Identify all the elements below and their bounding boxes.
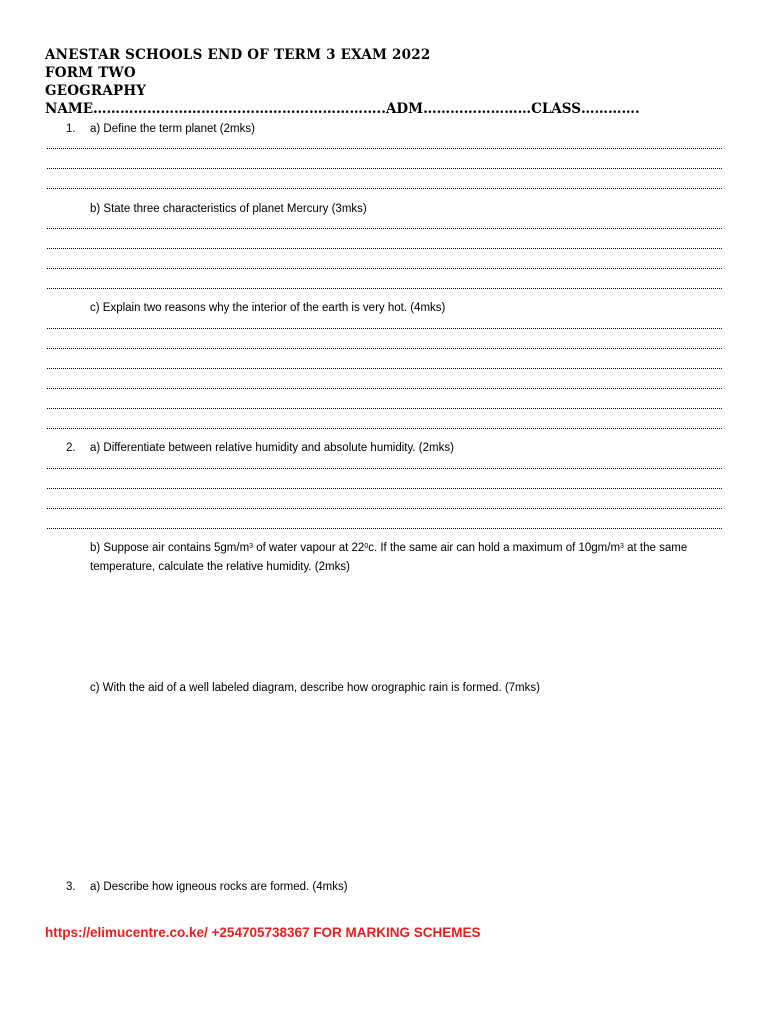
answer-line [47, 248, 722, 249]
answer-line [47, 348, 722, 349]
answer-line [47, 328, 722, 329]
answer-line [47, 388, 722, 389]
exam-title: ANESTAR SCHOOLS END OF TERM 3 EXAM 2022 [45, 47, 431, 63]
answer-line [47, 268, 722, 269]
superscript: 3 [620, 543, 624, 550]
question-2b-text: at the same temperature, calculate the relative humidity. (2mks) [90, 542, 688, 573]
answer-line [47, 168, 722, 169]
answer-line [47, 508, 722, 509]
answer-line [47, 148, 722, 149]
answer-line [47, 468, 722, 469]
question-2c: c) With the aid of a well labeled diagram, describe how orographic rain is formed. (7mks) [90, 682, 540, 694]
question-1-number: 1. [66, 123, 76, 135]
student-details-line: NAME………………………………………………………..ADM……………………CLASS…………. [45, 101, 640, 117]
answer-line [47, 528, 722, 529]
subject-label: GEOGRAPHY [45, 83, 147, 99]
question-2b-text: b) Suppose air contains 5gm/m [90, 542, 250, 554]
question-2a: a) Differentiate between relative humidity and absolute humidity. (2mks) [90, 442, 454, 454]
form-label: FORM TWO [45, 65, 136, 81]
answer-line [47, 488, 722, 489]
question-1a: a) Define the term planet (2mks) [90, 123, 255, 135]
question-2-number: 2. [66, 442, 76, 454]
answer-line [47, 288, 722, 289]
answer-line [47, 408, 722, 409]
answer-line [47, 428, 722, 429]
question-3-number: 3. [66, 881, 76, 893]
question-2b [90, 539, 722, 577]
answer-line [47, 188, 722, 189]
answer-line [47, 368, 722, 369]
superscript: 3 [249, 543, 254, 550]
question-2b-text: of water vapour at 22 [253, 542, 365, 554]
answer-line [47, 228, 722, 229]
question-1c: c) Explain two reasons why the interior of the earth is very hot. (4mks) [90, 302, 446, 314]
question-3a: a) Describe how igneous rocks are formed. (4mks) [90, 881, 348, 893]
question-2b-text: c. If the same air can hold a maximum of 10gm/m [368, 542, 621, 554]
question-1b: b) State three characteristics of planet Mercury (3mks) [90, 203, 367, 215]
marking-schemes-link[interactable]: https://elimucentre.co.ke/ +254705738367 FOR MARKING SCHEMES [45, 925, 481, 940]
degree-superscript: 0 [364, 543, 369, 550]
